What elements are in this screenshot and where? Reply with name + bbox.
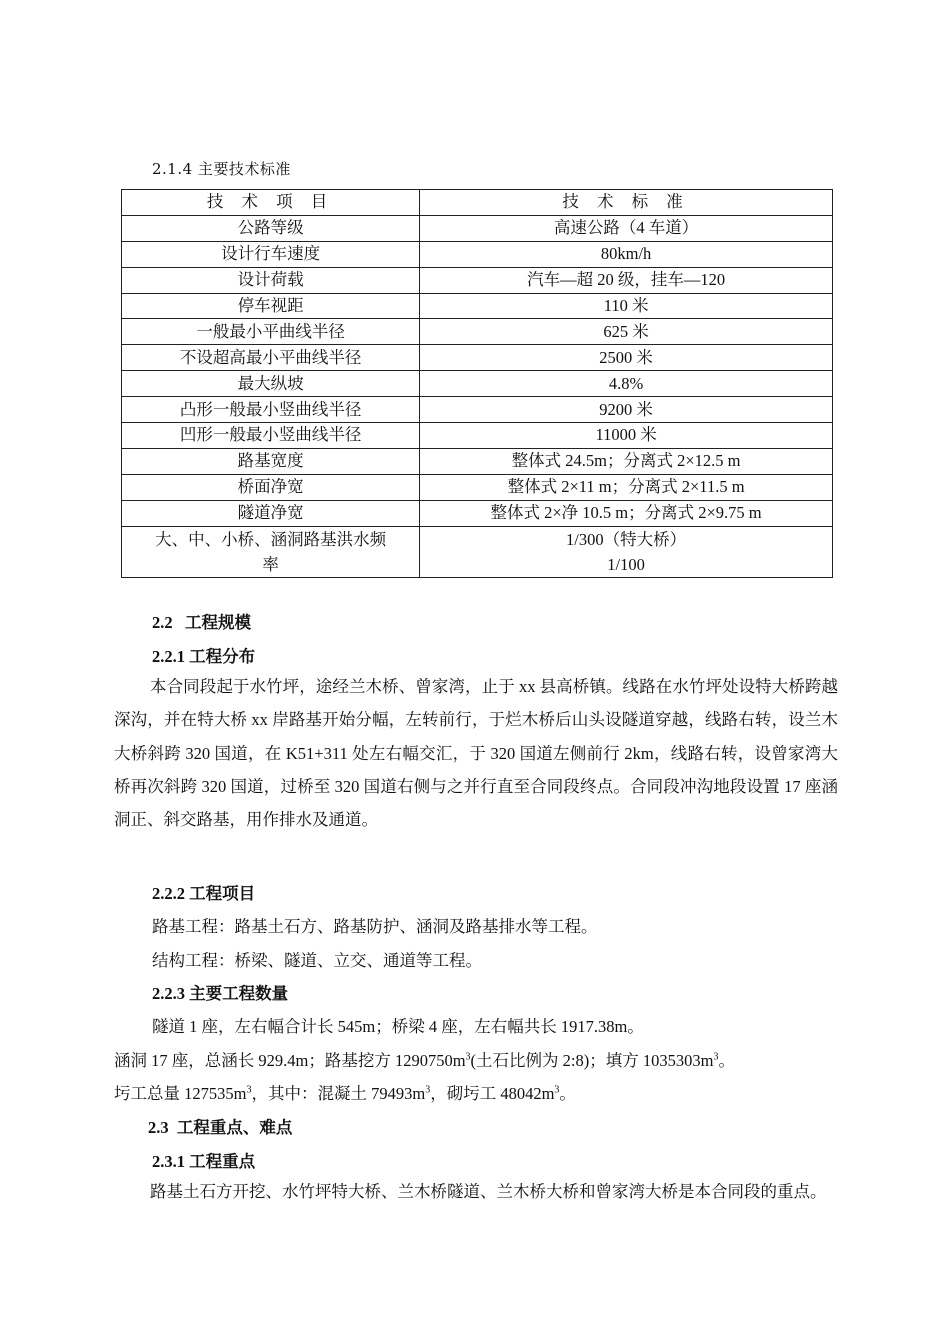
- tech-standards-table: [121, 189, 833, 578]
- table-cell: 设计荷载: [122, 267, 420, 293]
- section-2-1-4-title: 2.1.4 主要技术标准: [152, 160, 291, 178]
- paragraph-quantities-line2: 涵洞 17 座，总涵长 929.4m；路基挖方 $1290750m^3$(土石比例为 2:8)；填方 $1035303m^3$。: [114, 1051, 735, 1070]
- cell-line: 1/300（特大桥）: [566, 529, 687, 549]
- table-cell: 高速公路（4 车道）: [420, 215, 833, 241]
- table-cell: 整体式 24.5m；分离式 2×12.5 m: [420, 448, 833, 474]
- section-number: 2.3: [148, 1118, 169, 1137]
- table-row: [122, 397, 833, 423]
- cell-line: 大、中、小桥、涵洞路基洪水频: [155, 529, 387, 549]
- table-row: [122, 423, 833, 449]
- table-cell: 一般最小平曲线半径: [122, 319, 420, 345]
- section-title: 工程重点、难点: [176, 1118, 293, 1137]
- paragraph-key-points: 路基土石方开挖、水竹坪特大桥、兰木桥隧道、兰木桥大桥和曾家湾大桥是本合同段的重点。: [150, 1182, 827, 1201]
- table-cell: 整体式 2×11 m；分离式 2×11.5 m: [420, 474, 833, 500]
- paragraph-roadbed-works: 路基工程：路基土石方、路基防护、涵洞及路基排水等工程。: [152, 917, 598, 936]
- table-row: [122, 241, 833, 267]
- cell-line: 1/100: [607, 554, 645, 574]
- table-row: [122, 448, 833, 474]
- table-cell: 625 米: [420, 319, 833, 345]
- section-title: 工程规模: [185, 613, 251, 632]
- table-cell: 桥面净宽: [122, 474, 420, 500]
- table-row: [122, 267, 833, 293]
- cell-line: 率: [262, 554, 279, 574]
- table-row: [122, 474, 833, 500]
- table-cell: 停车视距: [122, 293, 420, 319]
- section-2-3-heading: [148, 1114, 292, 1138]
- table-header-row: [122, 190, 833, 216]
- table-cell: 不设超高最小平曲线半径: [122, 345, 420, 371]
- table-cell: [122, 526, 420, 577]
- table-cell: 凹形一般最小竖曲线半径: [122, 423, 420, 449]
- table-header-cell: 技 术 项 目: [122, 190, 420, 216]
- table-cell: 9200 米: [420, 397, 833, 423]
- section-2-2-heading: [152, 609, 251, 633]
- table-cell: 80km/h: [420, 241, 833, 267]
- table-row: [122, 500, 833, 526]
- table-row-flood-frequency: [122, 526, 833, 577]
- table-cell: 隧道净宽: [122, 500, 420, 526]
- section-2-2-1-heading: 2.2.1 工程分布: [152, 647, 256, 666]
- paragraph-structure-works: 结构工程：桥梁、隧道、立交、通道等工程。: [152, 951, 482, 970]
- paragraph-quantities-line3: 圬工总量 $127535m^3$，其中：混凝土 $79493m^3$，砌圬工 $48042m^3$。: [114, 1084, 576, 1103]
- table-cell: 2500 米: [420, 345, 833, 371]
- table-cell: 路基宽度: [122, 448, 420, 474]
- table-cell: 整体式 2×净 10.5 m；分离式 2×9.75 m: [420, 500, 833, 526]
- table-cell: [420, 526, 833, 577]
- section-2-2-2-heading: 2.2.2 工程项目: [152, 884, 256, 903]
- table-cell: 公路等级: [122, 215, 420, 241]
- table-cell: 110 米: [420, 293, 833, 319]
- table-row: [122, 345, 833, 371]
- table-cell: 汽车—超 20 级，挂车—120: [420, 267, 833, 293]
- paragraph-project-distribution: 本合同段起于水竹坪，途经兰木桥、曾家湾，止于 xx 县高桥镇。线路在水竹坪处设特大桥跨越深沟，并在特大桥 xx 岸路基开始分幅，左转前行，于烂木桥后山头设隧道穿越，线路右转，设兰木大桥斜跨 320 国道，在 K51+311 处左右幅交汇，于 320 国道左侧前行 2km，线路右转，设曾家湾大桥再次斜跨 320 国道，过桥至 320 国道右侧与之并行直至合同段终点。合同段冲沟地段设置 17 座涵洞正、斜交路基，用作排水及通道。: [114, 677, 838, 830]
- table-row: [122, 319, 833, 345]
- table-cell: 11000 米: [420, 423, 833, 449]
- table-row: [122, 293, 833, 319]
- table-row: [122, 215, 833, 241]
- paragraph-quantities-line1: 隧道 1 座，左右幅合计长 545m；桥梁 4 座，左右幅共长 1917.38m。: [152, 1017, 644, 1036]
- table-cell: 设计行车速度: [122, 241, 420, 267]
- table-cell: 4.8%: [420, 371, 833, 397]
- table-cell: 凸形一般最小竖曲线半径: [122, 397, 420, 423]
- section-number: 2.2: [152, 613, 173, 632]
- table-row: [122, 371, 833, 397]
- table-header-cell: 技 术 标 准: [420, 190, 833, 216]
- section-2-2-3-heading: 2.2.3 主要工程数量: [152, 984, 289, 1003]
- section-2-3-1-heading: 2.3.1 工程重点: [152, 1152, 256, 1171]
- table-cell: 最大纵坡: [122, 371, 420, 397]
